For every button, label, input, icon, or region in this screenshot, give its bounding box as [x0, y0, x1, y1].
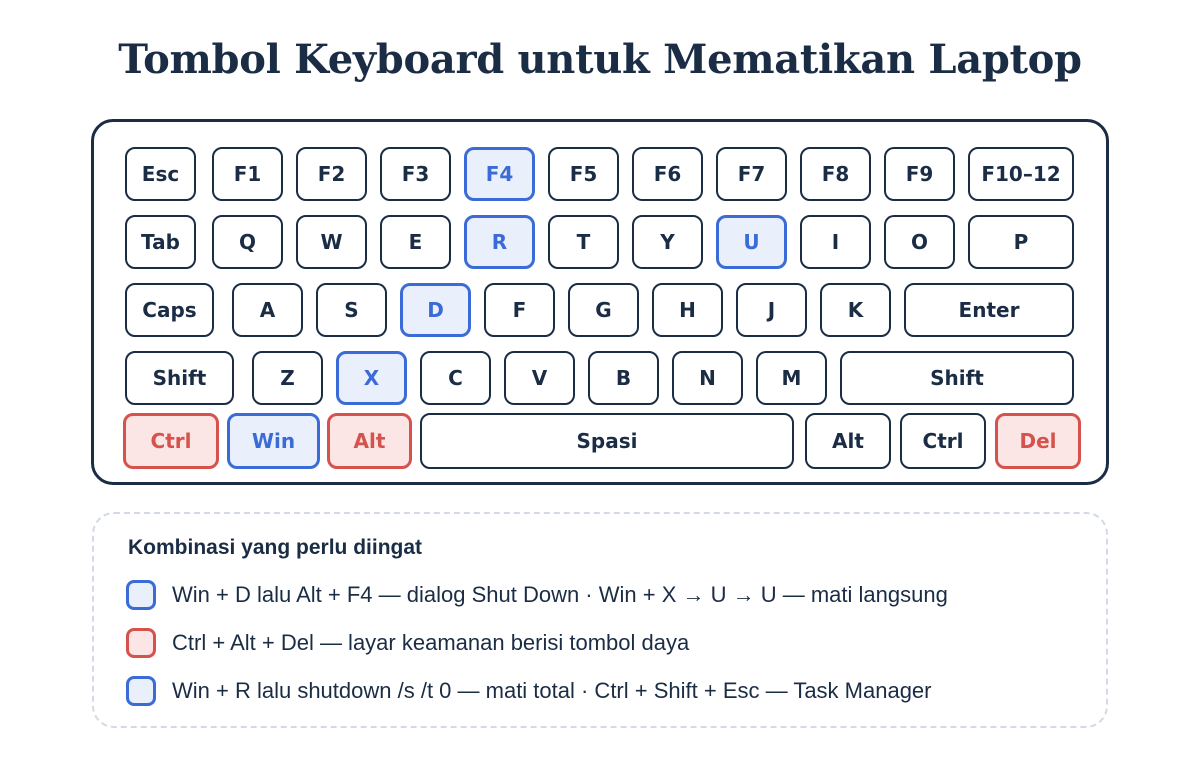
- key-j[interactable]: J: [736, 283, 807, 337]
- key-caps[interactable]: Caps: [125, 283, 214, 337]
- legend-item: [126, 675, 932, 707]
- key-f6[interactable]: F6: [632, 147, 703, 201]
- key-f[interactable]: F: [484, 283, 555, 337]
- key-f5[interactable]: F5: [548, 147, 619, 201]
- key-k[interactable]: K: [820, 283, 891, 337]
- key-b[interactable]: B: [588, 351, 659, 405]
- blue-swatch: [126, 580, 156, 610]
- key-z[interactable]: Z: [252, 351, 323, 405]
- key-f1[interactable]: F1: [212, 147, 283, 201]
- key-p[interactable]: P: [968, 215, 1074, 269]
- key-r[interactable]: R: [464, 215, 535, 269]
- key-o[interactable]: O: [884, 215, 955, 269]
- key-alt-right[interactable]: Alt: [805, 413, 891, 469]
- key-m[interactable]: M: [756, 351, 827, 405]
- key-ctrl-right[interactable]: Ctrl: [900, 413, 986, 469]
- key-e[interactable]: E: [380, 215, 451, 269]
- key-enter[interactable]: Enter: [904, 283, 1074, 337]
- key-ctrl-left[interactable]: Ctrl: [123, 413, 219, 469]
- key-t[interactable]: T: [548, 215, 619, 269]
- key-win[interactable]: Win: [227, 413, 320, 469]
- key-h[interactable]: H: [652, 283, 723, 337]
- key-shift-left[interactable]: Shift: [125, 351, 234, 405]
- key-f4[interactable]: F4: [464, 147, 535, 201]
- key-c[interactable]: C: [420, 351, 491, 405]
- legend-item-text: Win + R lalu shutdown /s /t 0 — mati total · Ctrl + Shift + Esc — Task Manager: [172, 678, 932, 703]
- keyboard: [91, 119, 1109, 485]
- key-d[interactable]: D: [400, 283, 471, 337]
- key-esc[interactable]: Esc: [125, 147, 196, 201]
- key-g[interactable]: G: [568, 283, 639, 337]
- key-n[interactable]: N: [672, 351, 743, 405]
- key-f9[interactable]: F9: [884, 147, 955, 201]
- legend-item-text: Win + D lalu Alt + F4 — dialog Shut Down · Win + X → U → U — mati langsung: [172, 582, 948, 607]
- key-y[interactable]: Y: [632, 215, 703, 269]
- key-spacebar[interactable]: Spasi: [420, 413, 794, 469]
- key-x[interactable]: X: [336, 351, 407, 405]
- key-w[interactable]: W: [296, 215, 367, 269]
- key-q[interactable]: Q: [212, 215, 283, 269]
- legend-item: [126, 627, 689, 659]
- red-swatch: [126, 628, 156, 658]
- key-shift-right[interactable]: Shift: [840, 351, 1074, 405]
- key-f10-12[interactable]: F10–12: [968, 147, 1074, 201]
- key-f8[interactable]: F8: [800, 147, 871, 201]
- key-u[interactable]: U: [716, 215, 787, 269]
- legend-item-text: Ctrl + Alt + Del — layar keamanan berisi tombol daya: [172, 630, 690, 655]
- key-f3[interactable]: F3: [380, 147, 451, 201]
- legend-title: Kombinasi yang perlu diingat: [128, 536, 423, 559]
- blue-swatch: [126, 676, 156, 706]
- key-i[interactable]: I: [800, 215, 871, 269]
- key-a[interactable]: A: [232, 283, 303, 337]
- key-tab[interactable]: Tab: [125, 215, 196, 269]
- key-v[interactable]: V: [504, 351, 575, 405]
- key-alt-left[interactable]: Alt: [327, 413, 412, 469]
- key-f7[interactable]: F7: [716, 147, 787, 201]
- page-title: Tombol Keyboard untuk Mematikan Laptop: [118, 36, 1082, 83]
- key-s[interactable]: S: [316, 283, 387, 337]
- legend-item: [126, 579, 948, 611]
- key-f2[interactable]: F2: [296, 147, 367, 201]
- key-del[interactable]: Del: [995, 413, 1081, 469]
